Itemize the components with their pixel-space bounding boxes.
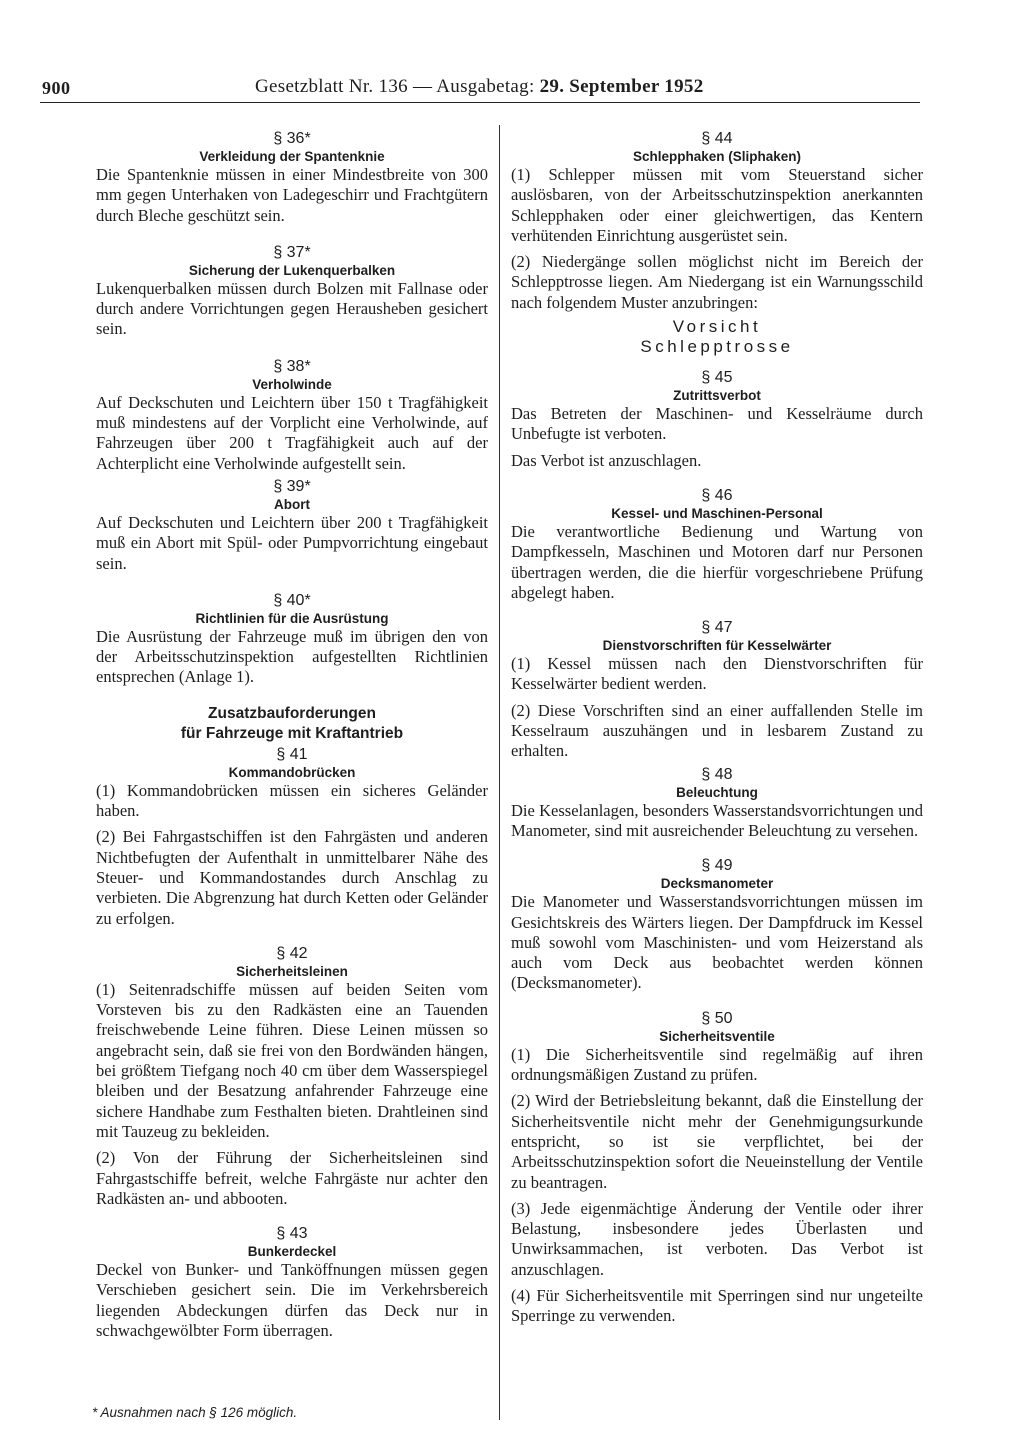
paragraph: (1) Seitenradschiffe müssen auf beiden Seiten vom Vorsteven bis zu den Radkästen eine an Tauenden freischwebende Leine führen. Diese Leinen müssen so angebracht sein, daß sie frei von den Bordwänden hängen, bei größtem Tiefgang noch 40 cm über dem Wasserspiegel bleiben und der Besatzung anfahrender Fahrzeuge eine sichere Handhabe zum Festhalten bieten. Drahtleinen sind mit Tauzeug zu bekleiden. bbox=[96, 979, 488, 1141]
issue-date: 29. September 1952 bbox=[539, 76, 704, 97]
section-41 bbox=[96, 746, 488, 929]
column-divider bbox=[499, 125, 500, 1420]
part-heading bbox=[96, 704, 488, 744]
section-number: § 38* bbox=[273, 357, 311, 375]
paragraph: Die Manometer und Wasserstandsvorrichtungen müssen im Gesichtskreis des Wärters liegen. Der Dampfdruck im Kessel muß sowohl vom Maschinisten- und vom Heizerstand als auch vom Deck aus beobachtet werden können (Decksmanometer). bbox=[511, 892, 923, 993]
page-header bbox=[40, 72, 920, 103]
section-46 bbox=[511, 487, 923, 603]
page-number: 900 bbox=[42, 78, 71, 98]
paragraph: (4) Für Sicherheitsventile mit Sperringen sind nur ungeteilte Sperringe zu verwenden. bbox=[511, 1285, 923, 1326]
warning-sign-line-1: Vorsicht bbox=[672, 317, 762, 337]
paragraph: Die Ausrüstung der Fahrzeuge muß im übrigen den von der Arbeitsschutzinspektion aufgestellten Richtlinien entsprechen (Anlage 1). bbox=[96, 626, 488, 687]
section-48 bbox=[511, 766, 923, 842]
heading-line-2: für Fahrzeuge mit Kraftantrieb bbox=[180, 724, 404, 742]
header-title bbox=[255, 76, 704, 98]
paragraph: Auf Deckschuten und Leichtern über 200 t Tragfähigkeit muß ein Abort mit Spül- oder Pumpvorrichtung eingebaut sein. bbox=[96, 512, 488, 573]
section-title: Beleuchtung bbox=[676, 784, 758, 800]
section-number: § 50 bbox=[701, 1009, 733, 1027]
section-50 bbox=[511, 1010, 923, 1327]
section-title: Sicherheitsventile bbox=[659, 1028, 775, 1044]
warning-sign-line-2: Schlepptrosse bbox=[640, 337, 794, 357]
section-number: § 43 bbox=[276, 1225, 308, 1243]
section-title: Kessel- und Maschinen-Personal bbox=[611, 505, 823, 521]
section-title: Schlepphaken (Sliphaken) bbox=[632, 149, 802, 164]
section-title: Richtlinien für die Ausrüstung bbox=[195, 610, 389, 626]
section-title: Abort bbox=[274, 496, 310, 512]
paragraph: (2) Von der Führung der Sicherheitsleinen sind Fahrgastschiffe befreit, welche Fahrgäste nur achter den Radkästen an- und abbooten. bbox=[96, 1148, 488, 1208]
section-title: Verkleidung der Spantenknie bbox=[199, 149, 385, 164]
section-number: § 44 bbox=[701, 130, 733, 147]
paragraph: Die Spantenknie müssen in einer Mindestbreite von 300 mm gegen Unterhaken von Ladegeschirr und Frachtgütern durch Bleche geschützt sein. bbox=[96, 165, 488, 225]
paragraph: Deckel von Bunker- und Tanköffnungen müssen gegen Verschieben gesichert sein. Die im Verkehrsbereich liegenden Abdeckungen dürfen das Deck nur in schwachgewölbter Form überragen. bbox=[96, 1260, 488, 1340]
right-column bbox=[511, 130, 923, 1327]
section-number: § 41 bbox=[276, 745, 308, 763]
left-column bbox=[96, 130, 488, 1341]
section-number: § 37* bbox=[273, 243, 311, 261]
section-43 bbox=[96, 1225, 488, 1341]
section-title: Sicherung der Lukenquerbalken bbox=[188, 262, 396, 278]
section-number: § 45 bbox=[701, 369, 733, 387]
paragraph: (2) Wird der Betriebsleitung bekannt, daß die Einstellung der Sicherheitsventile nicht mehr der Genehmigungsurkunde entspricht, so ist sie verpflichtet, bei der Arbeitsschutzinspektion sofort die Neueinstellung der Ventile zu beantragen. bbox=[511, 1091, 923, 1192]
footnote: * Ausnahmen nach § 126 möglich. bbox=[92, 1405, 298, 1420]
section-42 bbox=[96, 945, 488, 1209]
section-number: § 36* bbox=[273, 130, 311, 147]
section-number: § 48 bbox=[701, 765, 733, 783]
section-number: § 42 bbox=[276, 944, 308, 962]
paragraph: Die Kesselanlagen, besonders Wasserstandsvorrichtungen und Manometer, sind mit ausreichender Beleuchtung zu versehen. bbox=[511, 800, 923, 840]
paragraph: (2) Diese Vorschriften sind an einer auffallenden Stelle im Kesselraum auszuhängen und in lesbarem Zustand zu erhalten. bbox=[511, 700, 923, 761]
paragraph: (3) Jede eigenmächtige Änderung der Ventile oder ihrer Belastung, insbesondere jedes Überlasten und Unwirksammachen, ist verboten. Das Verbot ist anzuschlagen. bbox=[511, 1198, 923, 1279]
paragraph: (1) Kommandobrücken müssen ein sicheres Geländer haben. bbox=[96, 780, 488, 821]
section-title: Dienstvorschriften für Kesselwärter bbox=[602, 638, 832, 654]
paragraph: Das Betreten der Maschinen- und Kesselräume durch Unbefugte ist verboten. bbox=[511, 404, 923, 444]
section-45 bbox=[511, 369, 923, 471]
paragraph: Die verantwortliche Bedienung und Wartung von Dampfkesseln, Maschinen und Motoren darf nur Personen übertragen werden, die die hierfür vorgeschriebene Prüfung abgelegt haben. bbox=[511, 521, 923, 602]
paragraph: Das Verbot ist anzuschlagen. bbox=[511, 450, 702, 470]
paragraph: (1) Kessel müssen nach den Dienstvorschriften für Kesselwärter bedient werden. bbox=[511, 654, 923, 694]
section-title: Bunkerdeckel bbox=[247, 1244, 337, 1260]
issue-label: Gesetzblatt Nr. 136 — Ausgabetag: bbox=[255, 76, 535, 97]
paragraph: (1) Schlepper müssen mit vom Steuerstand sicher auslösbaren, von der Arbeitsschutzinspektion anerkannten Schlepphaken oder einer gleichwertigen, das Kentern verhütenden Einrichtung ausgerüstet sein. bbox=[511, 165, 923, 245]
heading-line-1: Zusatzbauforderungen bbox=[208, 704, 376, 722]
paragraph: Auf Deckschuten und Leichtern über 150 t Tragfähigkeit muß mindestens auf der Vorplicht eine Verholwinde, auf Fahrzeugen über 200 t Tragfähigkeit auch auf der Achterplicht eine Verholwinde aufgestellt sein. bbox=[96, 392, 488, 473]
section-36 bbox=[96, 130, 488, 226]
section-49 bbox=[511, 857, 923, 993]
section-47 bbox=[511, 619, 923, 761]
section-37 bbox=[96, 244, 488, 340]
paragraph: (2) Niedergänge sollen möglichst nicht im Bereich der Schlepptrosse liegen. Am Niedergang ist ein Warnungsschild nach folgendem Muster anzubringen: bbox=[511, 252, 923, 312]
section-title: Decksmanometer bbox=[660, 876, 774, 892]
section-number: § 46 bbox=[701, 486, 733, 504]
paragraph: (2) Bei Fahrgastschiffen ist den Fahrgästen und anderen Nichtbefugten der Aufenthalt in unmittelbarer Nähe des Steuer- und Kommandostandes durch Anschlag zu verbieten. Die Abgrenzung hat durch Ketten oder Geländer zu erfolgen. bbox=[96, 827, 488, 928]
section-number: § 40* bbox=[273, 591, 311, 609]
paragraph: (1) Die Sicherheitsventile sind regelmäßig auf ihren ordnungsmäßigen Zustand zu prüfen. bbox=[511, 1044, 923, 1085]
section-38 bbox=[96, 358, 488, 474]
section-39 bbox=[96, 478, 488, 574]
section-44 bbox=[511, 130, 923, 357]
section-40 bbox=[96, 592, 488, 688]
section-title: Kommandobrücken bbox=[228, 764, 356, 780]
section-title: Sicherheitsleinen bbox=[236, 963, 348, 979]
section-title: Verholwinde bbox=[252, 376, 332, 392]
paragraph: Lukenquerbalken müssen durch Bolzen mit Fallnase oder durch andere Vorrichtungen gegen Herausheben gesichert sein. bbox=[96, 278, 488, 339]
section-number: § 39* bbox=[273, 477, 311, 495]
section-title: Zutrittsverbot bbox=[673, 388, 761, 404]
section-number: § 49 bbox=[701, 857, 733, 875]
section-number: § 47 bbox=[701, 619, 733, 637]
